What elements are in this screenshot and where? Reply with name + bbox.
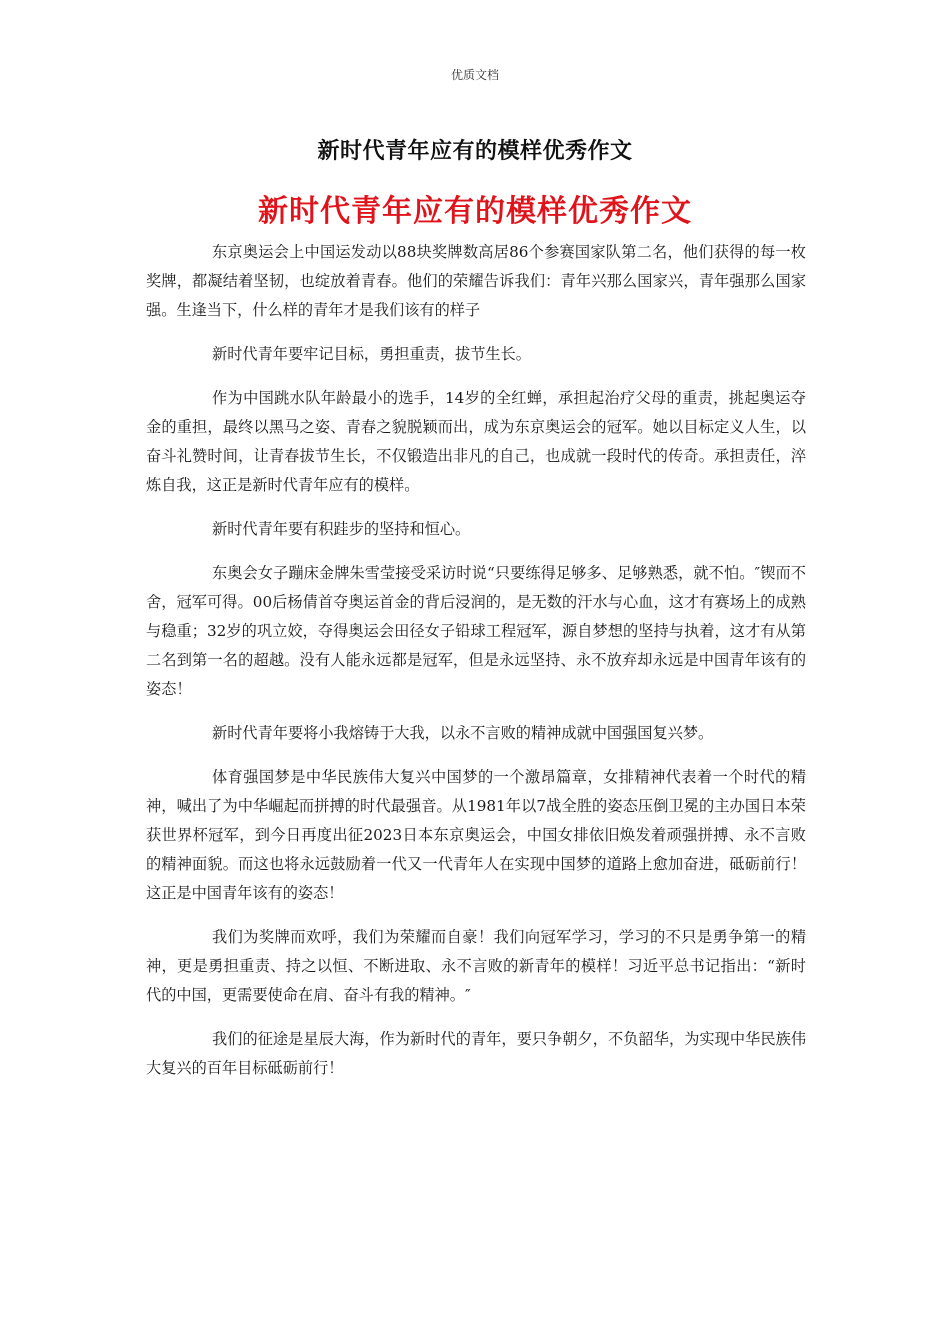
- paragraph-7: 体育强国梦是中华民族伟大复兴中国梦的一个激昂篇章，女排精神代表着一个时代的精神，喊出了为中华崛起而拼搏的时代最强音。从1981年以7战全胜的姿态压倒卫冕的主办国日本荣获世界杯冠军，到今日再度出征2023日本东京奥运会，中国女排依旧焕发着顽强拼搏、永不言败的精神面貌。而这也将永远鼓励着一代又一代青年人在实现中国梦的道路上愈加奋进，砥砺前行！这正是中国青年该有的姿态！: [146, 768, 806, 902]
- document-body: [146, 238, 806, 1098]
- paragraph-2: 新时代青年要牢记目标，勇担重责，拔节生长。: [212, 345, 531, 363]
- document-title-red: 新时代青年应有的模样优秀作文: [258, 194, 692, 229]
- paragraph-5: 东奥会女子蹦床金牌朱雪莹接受采访时说“只要练得足够多、足够熟悉，就不怕。″锲而不舍，冠军可得。00后杨倩首夺奥运首金的背后浸润的，是无数的汗水与心血，这才有赛场上的成熟与稳重；32岁的巩立姣，夺得奥运会田径女子铅球工程冠军，源自梦想的坚持与执着，这才有从第二名到第一名的超越。没有人能永远都是冠军，但是永远坚持、永不放弃却永远是中国青年该有的姿态！: [146, 564, 806, 698]
- paragraph-1: 东京奥运会上中国运发动以88块奖牌数高居86个参赛国家队第二名，他们获得的每一枚奖牌，都凝结着坚韧，也绽放着青春。他们的荣耀告诉我们：青年兴那么国家兴，青年强那么国家强。生逢当下，什么样的青年才是我们该有的样子: [146, 243, 806, 319]
- paragraph-8: 我们为奖牌而欢呼，我们为荣耀而自豪！我们向冠军学习，学习的不只是勇争第一的精神，更是勇担重责、持之以恒、不断进取、永不言败的新青年的模样！习近平总书记指出：“新时代的中国，更需要使命在肩、奋斗有我的精神。″: [146, 928, 806, 1004]
- page-header: 优质文档: [450, 68, 499, 82]
- paragraph-6: 新时代青年要将小我熔铸于大我，以永不言败的精神成就中国强国复兴梦。: [212, 724, 714, 742]
- paragraph-3: 作为中国跳水队年龄最小的选手，14岁的全红蝉，承担起治疗父母的重责，挑起奥运夺金的重担，最终以黑马之姿、青春之貌脱颖而出，成为东京奥运会的冠军。她以目标定义人生，以奋斗礼赞时间，让青春拔节生长，不仅锻造出非凡的自己，也成就一段时代的传奇。承担责任，淬炼自我，这正是新时代青年应有的模样。: [146, 389, 806, 494]
- document-title: 新时代青年应有的模样优秀作文: [317, 139, 633, 164]
- paragraph-4: 新时代青年要有积跬步的坚持和恒心。: [212, 520, 471, 538]
- paragraph-9: 我们的征途是星辰大海，作为新时代的青年，要只争朝夕，不负韶华，为实现中华民族伟大复兴的百年目标砥砺前行！: [146, 1030, 806, 1077]
